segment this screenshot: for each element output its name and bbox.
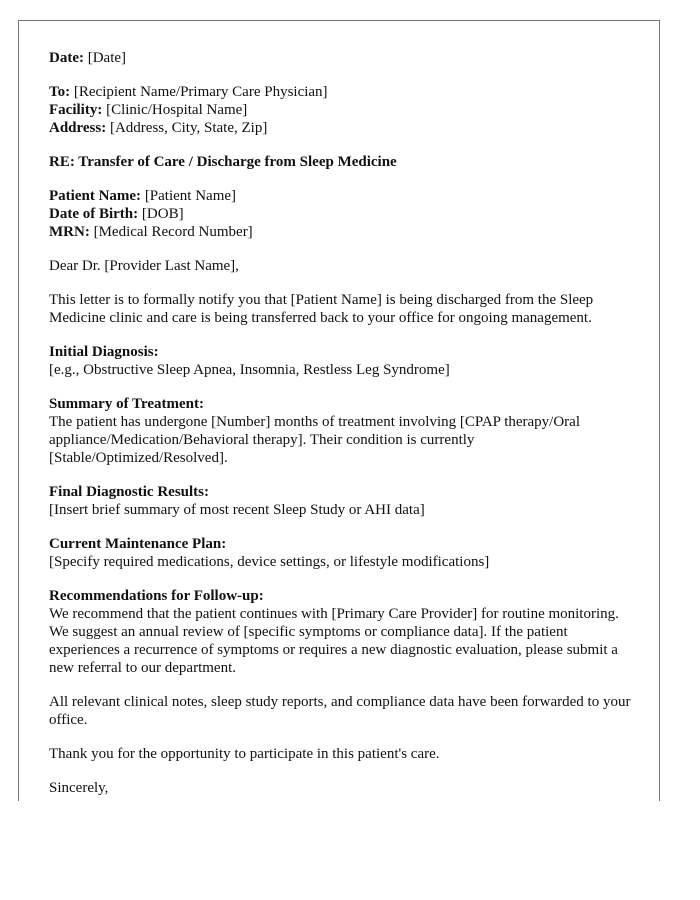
initial-diagnosis-section	[49, 343, 639, 379]
results-title: Final Diagnostic Results:	[49, 484, 210, 500]
dob-line	[49, 205, 639, 223]
re-line: RE: Transfer of Care / Discharge from Sleep Medicine	[49, 154, 397, 170]
date-value: [Date]	[87, 50, 127, 66]
facility-value: [Clinic/Hospital Name]	[106, 102, 248, 118]
address-value: [Address, City, State, Zip]	[109, 120, 268, 136]
treatment-section	[49, 395, 639, 467]
mrn-label: MRN:	[49, 224, 90, 240]
followup-text: We recommend that the patient continues with [Primary Care Provider] for routine monitoring. We suggest an annual review of [specific symptoms or compliance data]. If the patient experiences a recurrence of symptoms or requires a new diagnostic evaluation, please submit a new referral to our department.	[49, 606, 619, 676]
address-line	[49, 119, 639, 137]
date-line	[49, 49, 639, 67]
treatment-text: The patient has undergone [Number] months of treatment involving [CPAP therapy/Oral appliance/Medication/Behavioral therapy]. Their condition is currently [Stable/Optimized/Resolved].	[49, 414, 581, 466]
to-label: To:	[49, 84, 71, 100]
thanks-paragraph: Thank you for the opportunity to participate in this patient's care.	[49, 746, 440, 762]
mrn-line	[49, 223, 639, 241]
initial-diagnosis-text: [e.g., Obstructive Sleep Apnea, Insomnia, Restless Leg Syndrome]	[49, 362, 450, 378]
to-value: [Recipient Name/Primary Care Physician]	[73, 84, 328, 100]
maintenance-text: [Specify required medications, device settings, or lifestyle modifications]	[49, 554, 490, 570]
closing: Sincerely,	[49, 780, 109, 796]
facility-line	[49, 101, 639, 119]
results-text: [Insert brief summary of most recent Sleep Study or AHI data]	[49, 502, 425, 518]
followup-title: Recommendations for Follow-up:	[49, 588, 264, 604]
salutation: Dear Dr. [Provider Last Name],	[49, 258, 239, 274]
initial-diagnosis-title: Initial Diagnosis:	[49, 344, 159, 360]
patient-name-label: Patient Name:	[49, 188, 142, 204]
patient-name-line	[49, 187, 639, 205]
to-line	[49, 83, 639, 101]
treatment-title: Summary of Treatment:	[49, 396, 204, 412]
intro-paragraph: This letter is to formally notify you that [Patient Name] is being discharged from the Sleep Medicine clinic and care is being transferred back to your office for ongoing management.	[49, 292, 594, 326]
maintenance-section	[49, 535, 639, 571]
date-label: Date:	[49, 50, 84, 66]
results-section	[49, 483, 639, 519]
followup-section	[49, 587, 639, 677]
patient-name-value: [Patient Name]	[144, 188, 237, 204]
dob-label: Date of Birth:	[49, 206, 139, 222]
mrn-value: [Medical Record Number]	[93, 224, 253, 240]
letter-page	[18, 20, 660, 801]
dob-value: [DOB]	[141, 206, 184, 222]
facility-label: Facility:	[49, 102, 103, 118]
forwarded-paragraph: All relevant clinical notes, sleep study reports, and compliance data have been forwarded to your office.	[49, 694, 631, 728]
letter-body	[49, 49, 639, 801]
maintenance-title: Current Maintenance Plan:	[49, 536, 227, 552]
address-label: Address:	[49, 120, 107, 136]
